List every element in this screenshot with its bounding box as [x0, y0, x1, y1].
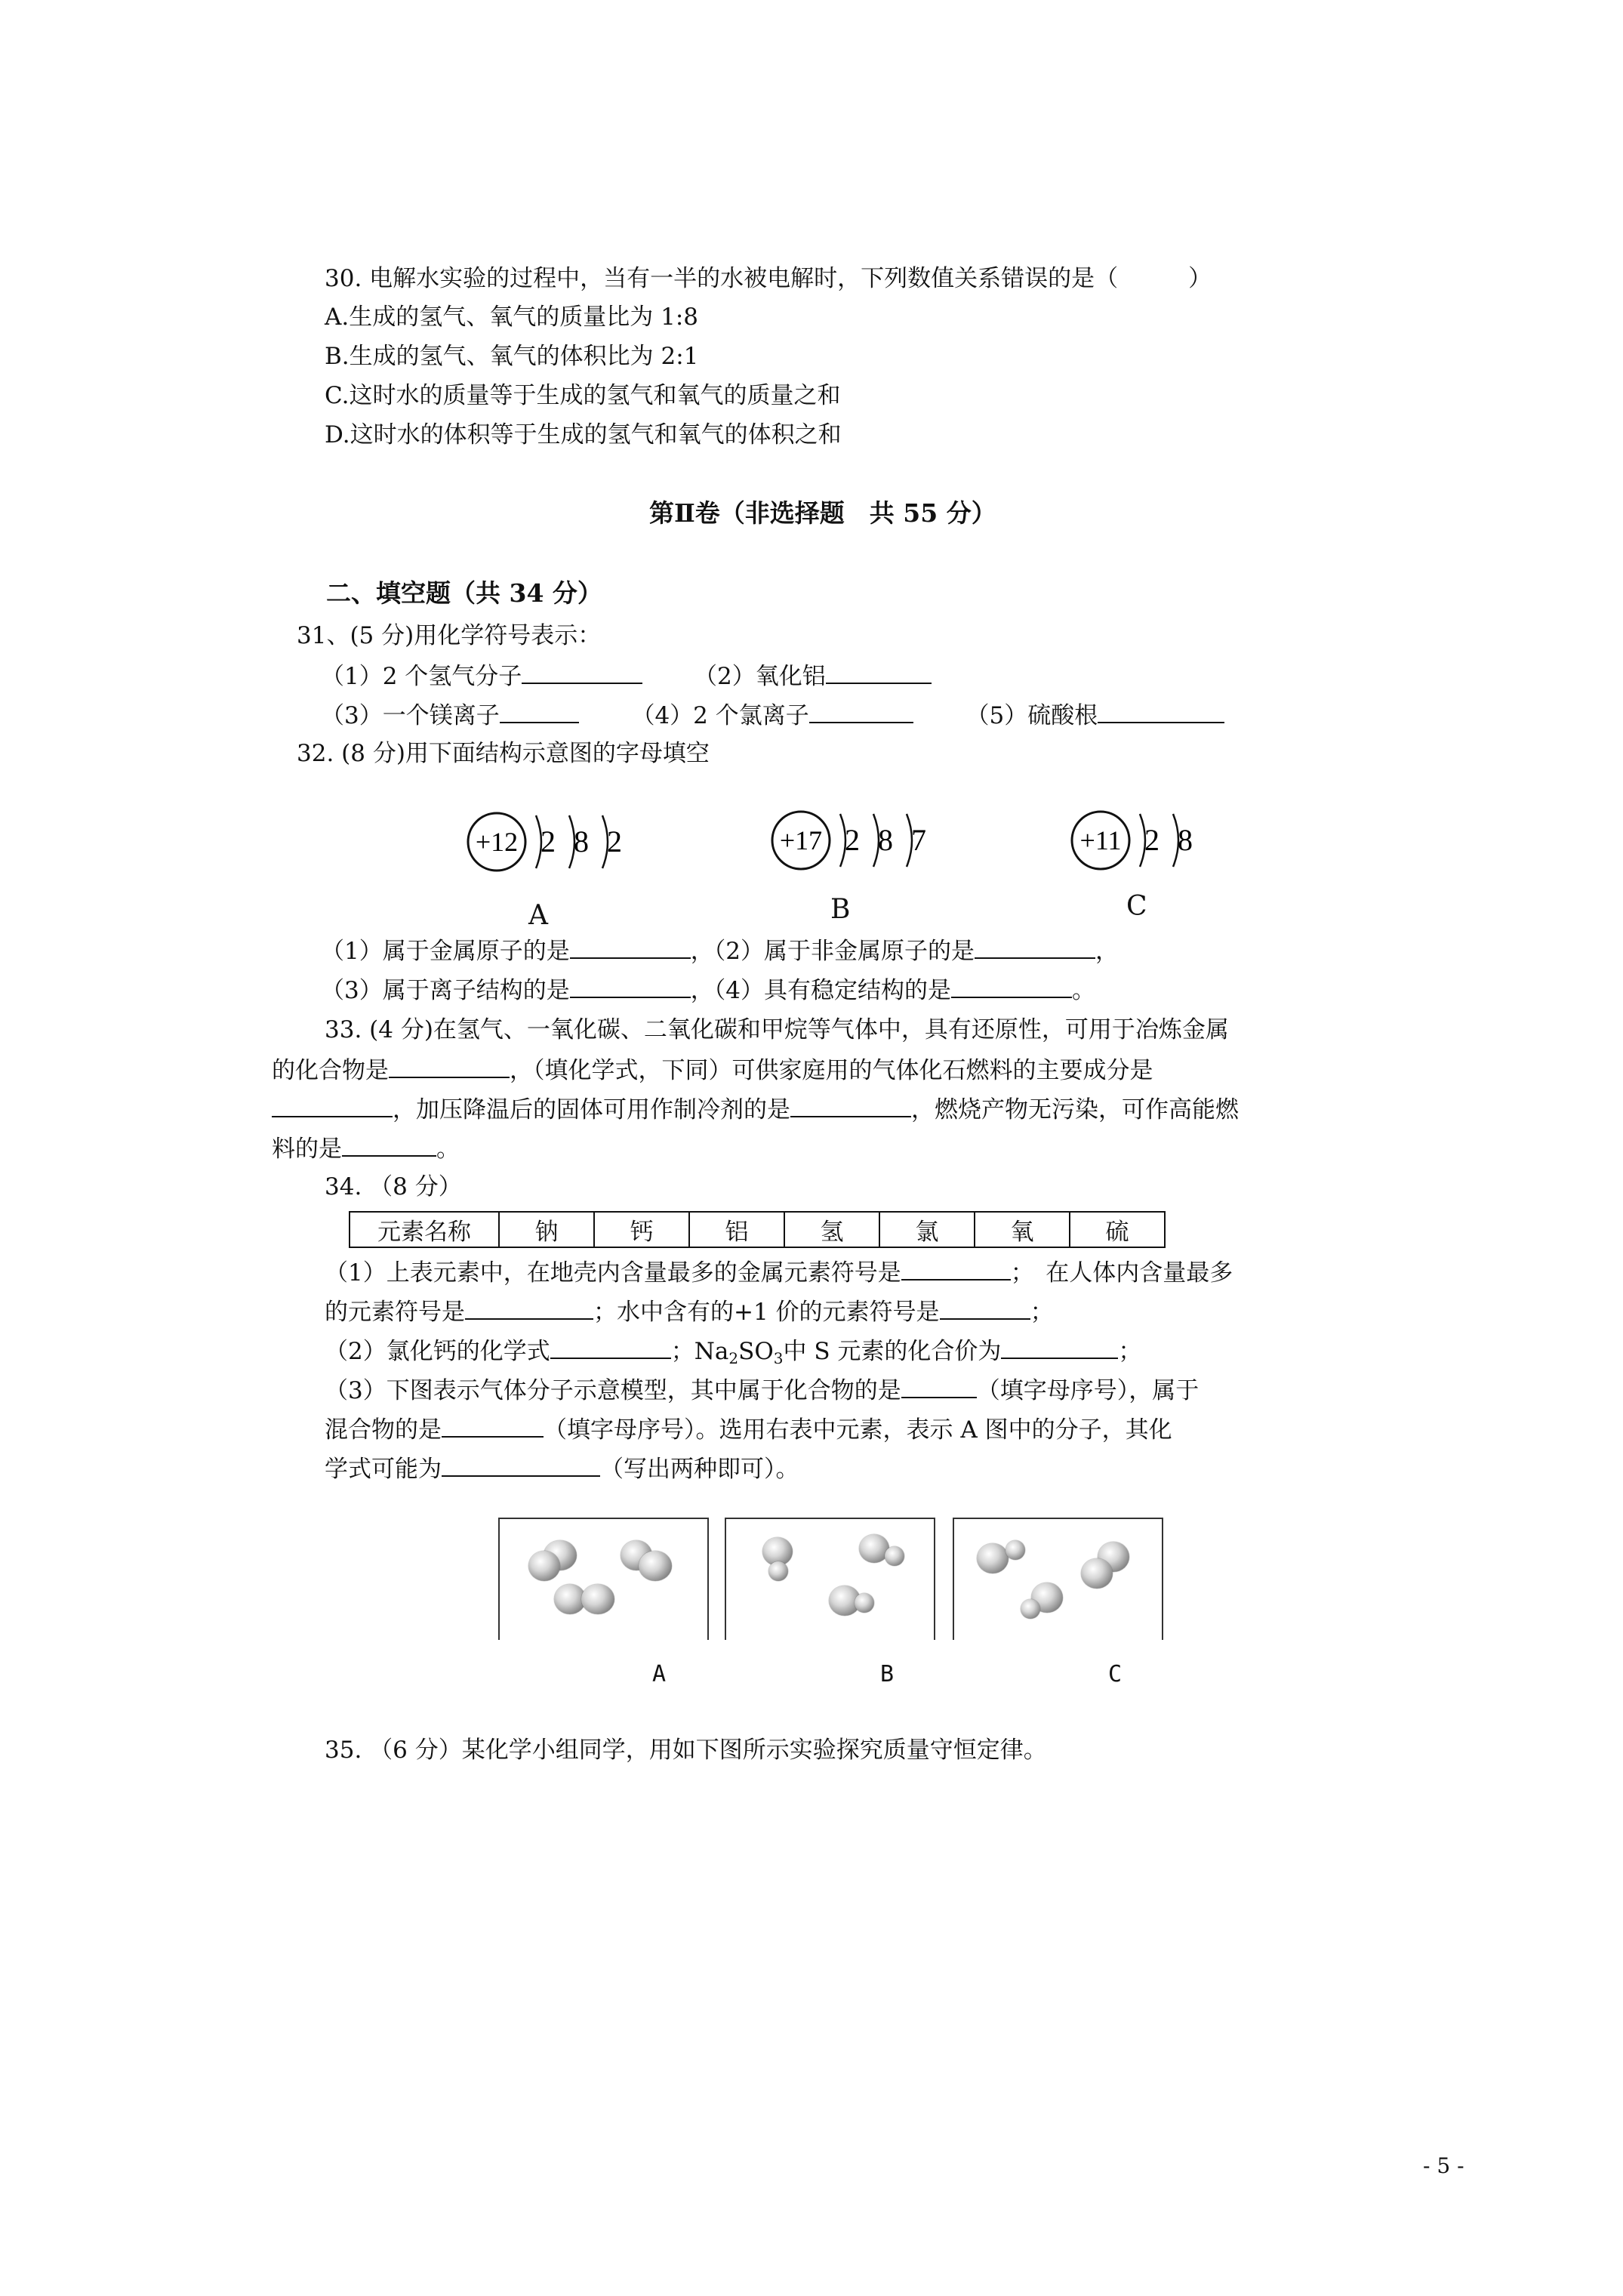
- q33-blank-3[interactable]: [790, 1093, 911, 1117]
- q33-l4b: 。: [436, 1136, 460, 1163]
- q33-blank-2[interactable]: [272, 1093, 393, 1117]
- q34-l6a: 学式可能为: [325, 1456, 442, 1483]
- q32-row2: [321, 974, 1095, 1006]
- q31-p3: （3）一个镁离子: [321, 702, 500, 729]
- atom-diagram-a: [462, 800, 636, 883]
- q33-l3b: ，加压降温后的固体可用作制冷剂的是: [393, 1096, 790, 1123]
- q34-stem: 34. （8 分）: [325, 1173, 462, 1200]
- molecule-label-c: C: [1108, 1661, 1123, 1687]
- molecule-model-c: [953, 1518, 1163, 1640]
- atom-diagram-c: [1066, 799, 1217, 882]
- q34-l2a: 的元素符号是: [325, 1299, 465, 1326]
- atom-ball: [528, 1551, 560, 1581]
- element-cell: 钠: [499, 1212, 594, 1247]
- element-table: [349, 1211, 1166, 1248]
- atom-label-b: B: [830, 894, 851, 925]
- q31-blank-5[interactable]: [1098, 699, 1224, 723]
- shell-electrons: 8: [1178, 823, 1193, 857]
- q33-l3c: ，燃烧产物无污染，可作高能燃: [911, 1096, 1239, 1123]
- element-cell: 钙: [594, 1212, 689, 1247]
- atom-label-a: A: [528, 900, 548, 931]
- atom-diagram-b: [766, 799, 940, 882]
- element-table-row: [350, 1212, 1165, 1247]
- q34-line6: [325, 1453, 799, 1484]
- molecule-label-a: A: [652, 1661, 667, 1687]
- q30-option-d: D.这时水的体积等于生成的氢气和氧气的体积之和: [325, 421, 842, 448]
- q34-l6b: （写出两种即可）。: [600, 1456, 799, 1483]
- q34-l2c: ；: [1030, 1299, 1054, 1326]
- atom-ball: [1081, 1558, 1113, 1589]
- q34-l1a: （1）上表元素中，在地壳内含量最多的金属元素符号是: [325, 1259, 901, 1287]
- q31-p5: （5）硫酸根: [965, 702, 1098, 729]
- shell-electrons: 2: [540, 824, 556, 858]
- q31-row1: [321, 660, 932, 692]
- q34-line3: [325, 1335, 1141, 1373]
- q32-s2: ，（2）属于非金属原子的是: [690, 938, 975, 965]
- q30-stem: 30. 电解水实验的过程中，当有一半的水被电解时，下列数值关系错误的是（ ）: [325, 265, 1212, 292]
- atom-ball: [855, 1593, 874, 1613]
- q32-s4: ，（4）具有稳定结构的是: [690, 977, 951, 1004]
- element-cell: 铝: [689, 1212, 784, 1247]
- atom-ball: [977, 1543, 1009, 1573]
- q33-line1: 33. (4 分)在氢气、一氧化碳、二氧化碳和甲烷等气体中，具有还原性，可用于冶炼金属: [325, 1016, 1229, 1043]
- q31-p1: （1）2 个氢气分子: [321, 663, 522, 690]
- nucleus-charge: +12: [475, 827, 519, 857]
- atom-ball: [581, 1584, 614, 1614]
- q34-subscript-2: 3: [773, 1349, 784, 1367]
- q32-s2-end: ，: [1095, 938, 1119, 965]
- q31-blank-4[interactable]: [809, 699, 913, 723]
- shell-electrons: 8: [574, 824, 589, 858]
- q34-blank-5[interactable]: [1001, 1335, 1118, 1359]
- page-number: - 5 -: [1423, 2153, 1464, 2178]
- q32-stem: 32. (8 分)用下面结构示意图的字母填空: [297, 740, 710, 767]
- q34-l3e: ；: [1118, 1338, 1142, 1365]
- q30-option-b: B.生成的氢气、氧气的体积比为 2:1: [325, 343, 699, 370]
- q34-blank-1[interactable]: [901, 1256, 1011, 1281]
- q31-p4: （4）2 个氯离子: [631, 702, 809, 729]
- q34-l4a: （3）下图表示气体分子示意模型，其中属于化合物的是: [325, 1377, 901, 1404]
- q31-row2: [321, 699, 1224, 731]
- atom-ball: [639, 1551, 672, 1581]
- element-cell: 氢: [784, 1212, 879, 1247]
- q33-line4: [272, 1133, 460, 1164]
- molecule-label-b: B: [880, 1661, 895, 1687]
- q34-blank-2[interactable]: [465, 1296, 593, 1320]
- q32-s1: （1）属于金属原子的是: [321, 938, 570, 965]
- q34-line2: [325, 1296, 1054, 1327]
- q34-subscript-1: 2: [728, 1349, 739, 1367]
- q33-l2b: ，（填化学式，下同）可供家庭用的气体化石燃料的主要成分是: [510, 1057, 1153, 1084]
- q31-stem: 31、(5 分)用化学符号表示：: [297, 622, 602, 649]
- q31-p2: （2）氧化铝: [694, 663, 826, 690]
- q31-blank-1[interactable]: [522, 660, 642, 684]
- q32-blank-2[interactable]: [975, 935, 1095, 959]
- shell-electrons: 2: [607, 824, 622, 858]
- q32-blank-1[interactable]: [570, 935, 691, 959]
- element-cell: 氯: [879, 1212, 975, 1247]
- q34-l3b: ；Na: [670, 1338, 729, 1365]
- shell-electrons: 8: [878, 823, 893, 857]
- shell-electrons: 7: [911, 823, 926, 857]
- atom-ball: [1006, 1540, 1025, 1560]
- q33-l2a: 的化合物是: [272, 1057, 389, 1084]
- section2-title: 二、填空题（共 34 分）: [326, 578, 602, 608]
- q33-blank-4[interactable]: [342, 1133, 436, 1157]
- q34-l2b: ；水中含有的+1 价的元素符号是: [593, 1299, 940, 1326]
- q34-l3a: （2）氯化钙的化学式: [325, 1338, 550, 1365]
- q34-line1: [325, 1256, 1233, 1288]
- atom-ball: [768, 1561, 788, 1581]
- nucleus-charge: +11: [1079, 825, 1122, 855]
- nucleus-charge: +17: [779, 825, 823, 855]
- atom-ball: [1021, 1599, 1040, 1619]
- q32-s4-end: 。: [1071, 977, 1095, 1004]
- element-header-cell: 元素名称: [350, 1212, 499, 1247]
- q32-blank-4[interactable]: [951, 974, 1072, 998]
- q34-line4: [325, 1374, 1199, 1406]
- q33-l4a: 料的是: [272, 1136, 342, 1163]
- atom-ball: [885, 1546, 904, 1566]
- q34-blank-6[interactable]: [901, 1374, 977, 1398]
- molecule-model-a: [498, 1518, 709, 1640]
- q33-line2: [272, 1054, 1153, 1086]
- q33-blank-1[interactable]: [389, 1054, 510, 1078]
- q34-blank-4[interactable]: [550, 1335, 671, 1359]
- q34-l4b: （填字母序号），属于: [976, 1377, 1200, 1404]
- part2-title: 第Ⅱ卷（非选择题 共 55 分）: [649, 498, 996, 528]
- q34-l5b: （填字母序号）。选用右表中元素，表示 A 图中的分子，其化: [544, 1416, 1172, 1444]
- q34-l1b: ； 在人体内含量最多: [1010, 1259, 1233, 1287]
- molecule-model-b: [725, 1518, 935, 1640]
- q34-blank-3[interactable]: [940, 1296, 1030, 1320]
- q34-line5: [325, 1413, 1172, 1445]
- q34-l5a: 混合物的是: [325, 1416, 442, 1444]
- q34-blank-8[interactable]: [442, 1453, 600, 1477]
- q31-blank-2[interactable]: [826, 660, 932, 684]
- q30-option-a: A.生成的氢气、氧气的质量比为 1:8: [325, 304, 698, 331]
- shell-electrons: 2: [845, 823, 860, 857]
- q34-l3d: 中 S 元素的化合价为: [783, 1338, 1002, 1365]
- element-cell: 氧: [975, 1212, 1070, 1247]
- q33-line3: [272, 1093, 1239, 1125]
- atom-label-c: C: [1126, 891, 1147, 922]
- q32-s3: （3）属于离子结构的是: [321, 977, 570, 1004]
- shell-electrons: 2: [1144, 823, 1160, 857]
- q30-option-c: C.这时水的质量等于生成的氢气和氧气的质量之和: [325, 382, 841, 409]
- q34-blank-7[interactable]: [442, 1413, 544, 1438]
- q34-l3c: SO: [738, 1338, 774, 1365]
- element-cell: 硫: [1070, 1212, 1165, 1247]
- q32-blank-3[interactable]: [570, 974, 691, 998]
- q31-blank-3[interactable]: [500, 699, 579, 723]
- q35-stem: 35. （6 分）某化学小组同学，用如下图所示实验探究质量守恒定律。: [325, 1737, 1047, 1764]
- q32-row1: [321, 935, 1119, 966]
